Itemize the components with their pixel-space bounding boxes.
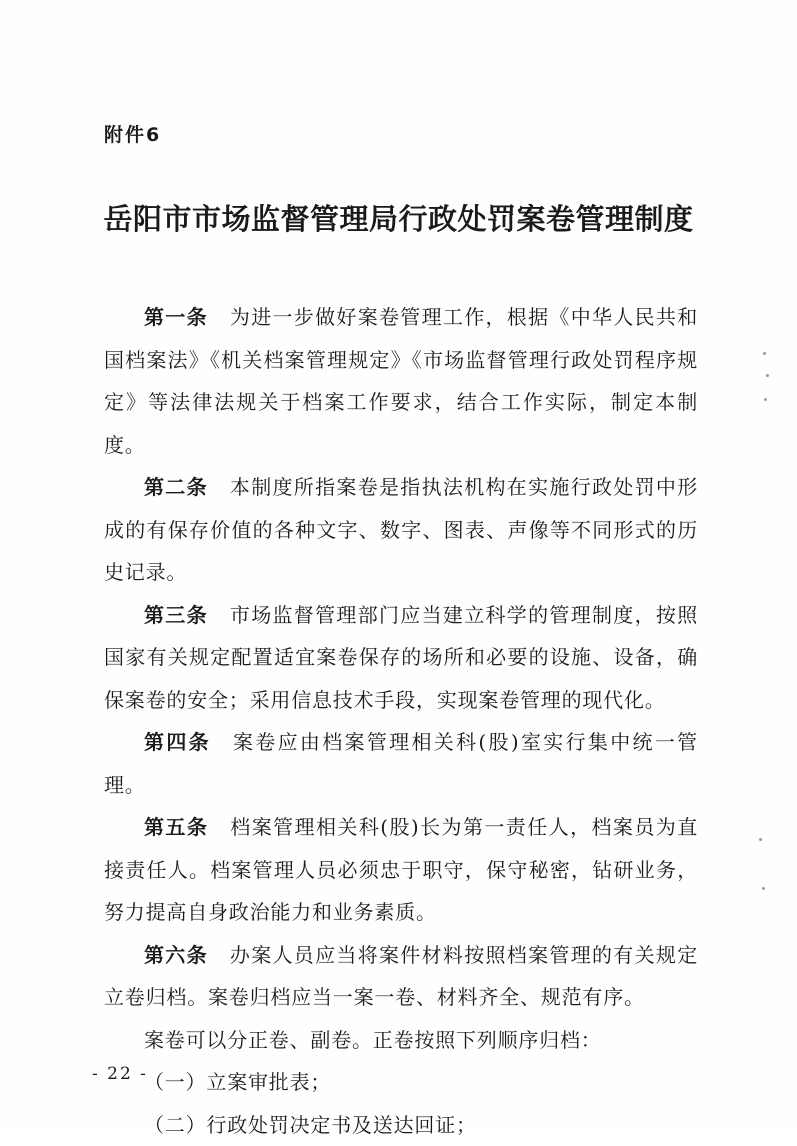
page-number: - 22 - (92, 1064, 148, 1084)
article-label: 第四条 (144, 730, 211, 754)
list-item: （一）立案审批表； (104, 1061, 698, 1104)
article-label: 第一条 (144, 305, 208, 329)
scan-speck (763, 352, 766, 355)
scan-speck (762, 887, 765, 890)
article-4 (104, 721, 698, 806)
article-text: 本制度所指案卷是指执法机构在实施行政处罚中形成的有保存价值的各种文字、数字、图表、声像等不同形式的历史记录。 (104, 475, 698, 584)
scan-speck (759, 838, 762, 841)
article-text: 办案人员应当将案件材料按照档案管理的有关规定立卷归档。案卷归档应当一案一卷、材料齐全、规范有序。 (104, 943, 698, 1010)
list-item: （二）行政处罚决定书及送达回证； (104, 1104, 698, 1146)
article-6 (104, 934, 698, 1019)
article-5 (104, 806, 698, 934)
article-text: 档案管理相关科(股)长为第一责任人，档案员为直接责任人。档案管理人员必须忠于职守，保守秘密，钻研业务，努力提高自身政治能力和业务素质。 (104, 815, 698, 924)
article-text: 市场监督管理部门应当建立科学的管理制度，按照国家有关规定配置适宜案卷保存的场所和必要的设施、设备，确保案卷的安全；采用信息技术手段，实现案卷管理的现代化。 (104, 603, 698, 712)
article-text: 案卷应由档案管理相关科(股)室实行集中统一管理。 (104, 730, 698, 797)
scan-speck (764, 398, 767, 401)
article-label: 第二条 (144, 475, 208, 499)
article-text: 为进一步做好案卷管理工作，根据《中华人民共和国档案法》《机关档案管理规定》《市场监督管理行政处罚程序规定》等法律法规关于档案工作要求，结合工作实际，制定本制度。 (104, 305, 698, 457)
scan-speck (766, 374, 769, 377)
article-label: 第六条 (144, 943, 208, 967)
article-label: 第五条 (144, 815, 208, 839)
attachment-label: 附件6 (104, 120, 161, 147)
document-body (104, 296, 698, 1146)
document-title: 岳阳市市场监督管理局行政处罚案卷管理制度 (0, 197, 797, 238)
paragraph-case-volumes: 案卷可以分正卷、副卷。正卷按照下列顺序归档： (104, 1019, 698, 1062)
article-1 (104, 296, 698, 466)
article-2 (104, 466, 698, 594)
article-label: 第三条 (144, 603, 208, 627)
article-3 (104, 594, 698, 722)
